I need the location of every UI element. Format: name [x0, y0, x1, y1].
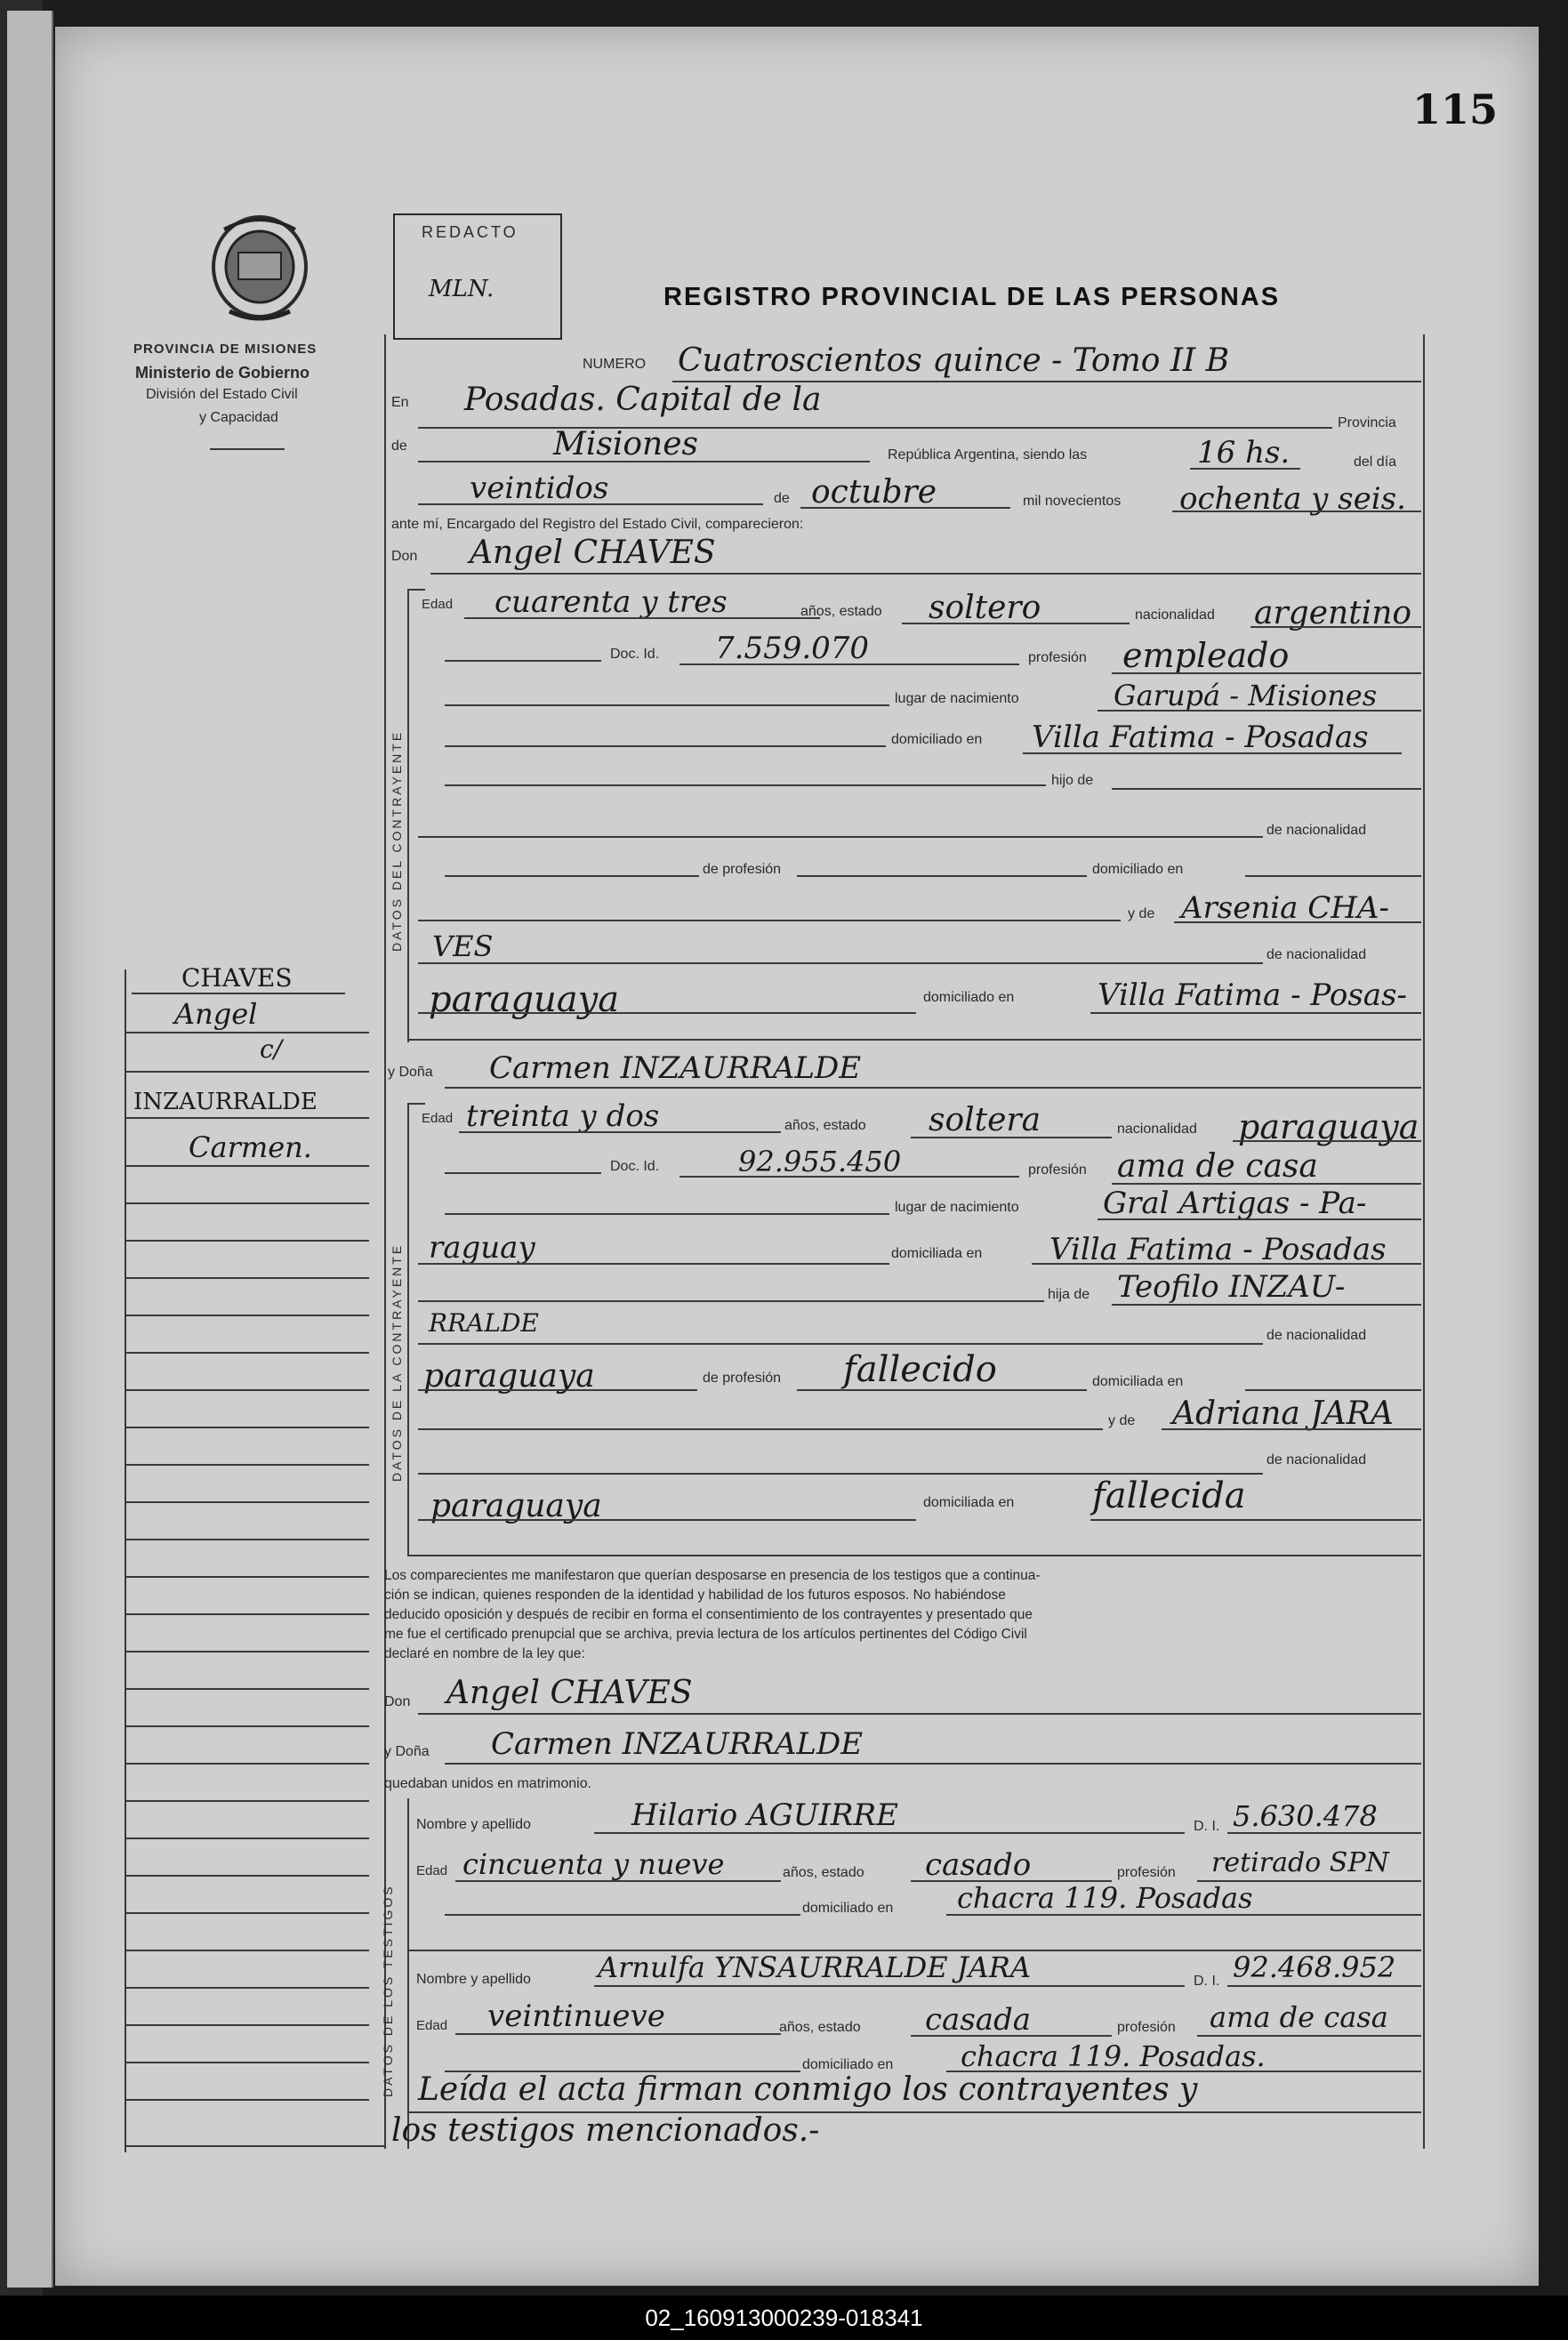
margin-bride-surname: INZAURRALDE	[133, 1089, 318, 1115]
groom-profesion-label: profesión	[1028, 650, 1087, 665]
provincia-label: Provincia	[1338, 415, 1396, 430]
bride-mother-dom-label: domiciliada en	[923, 1495, 1015, 1510]
groom-domicilio-label: domiciliado en	[891, 732, 983, 747]
t2-d-label: D. I.	[1194, 1974, 1220, 1989]
en-value: Posadas. Capital de la	[464, 382, 822, 418]
bride-mother-nac-value: paraguaya	[430, 1488, 602, 1524]
bride-lugar-value: Gral Artigas - Pa-	[1103, 1186, 1367, 1221]
bride-nacionalidad-value: paraguaya	[1238, 1107, 1419, 1146]
bride-estado-label: años, estado	[784, 1118, 866, 1133]
t2-estado-label: años, estado	[779, 2020, 861, 2035]
don-label: Don	[391, 549, 418, 564]
del-dia-label: del día	[1354, 454, 1397, 470]
margin-groom-surname: CHAVES	[181, 963, 293, 993]
closing-line-1: Leída el acta firman conmigo los contrayentes y	[418, 2071, 1198, 2108]
t2-dom-label: domiciliado en	[802, 2057, 894, 2072]
t2-nombre-value: Arnulfa YNSAURRALDE JARA	[598, 1950, 1031, 1984]
declaration-line-2: ción se indican, quienes responden de la identidad y habilidad de los futuros esposos. No habiéndose	[384, 1588, 1006, 1603]
groom-domicilio-value: Villa Fatima - Posadas	[1032, 720, 1369, 755]
bride-father-name: Teofilo INZAU-	[1117, 1269, 1346, 1305]
t2-d-value: 92.468.952	[1233, 1950, 1396, 1984]
en-label: En	[391, 395, 409, 410]
groom-mother-name: Arsenia CHA-	[1181, 890, 1389, 926]
groom-hijo-label: hijo de	[1051, 773, 1094, 788]
institution-line-3: División del Estado Civil	[146, 387, 298, 402]
bride-father-name-cont: RRALDE	[429, 1308, 539, 1338]
t1-edad-label: Edad	[416, 1863, 448, 1878]
bride-edad-value: treinta y dos	[466, 1098, 660, 1134]
margin-conj: c/	[260, 1034, 283, 1064]
t1-nombre-label: Nombre y apellido	[416, 1817, 531, 1832]
bride-father-dom-label: domiciliada en	[1092, 1374, 1184, 1389]
groom-mother-yde-label: y de	[1128, 906, 1155, 921]
bride-hija-label: hija de	[1048, 1287, 1090, 1302]
groom-mother-name-cont: VES	[432, 929, 494, 963]
anio-value: ochenta y seis.	[1179, 481, 1406, 517]
groom-lugar-value: Garupá - Misiones	[1114, 679, 1378, 712]
t2-nombre-label: Nombre y apellido	[416, 1972, 531, 1987]
margin-groom-name: Angel	[174, 997, 258, 1031]
bride-domicilio-value: Villa Fatima - Posadas	[1049, 1232, 1387, 1267]
institution-line-1: PROVINCIA DE MISIONES	[133, 342, 318, 357]
t1-profesion-value: retirado SPN	[1211, 1847, 1389, 1878]
bride-mother-nac-label: de nacionalidad	[1266, 1452, 1367, 1468]
ante-mi-text: ante mí, Encargado del Registro del Estado Civil, comparecieron:	[391, 517, 804, 532]
t1-dom-label: domiciliado en	[802, 1901, 894, 1916]
groom-lugar-label: lugar de nacimiento	[895, 691, 1019, 706]
t1-dom-value: chacra 119. Posadas	[957, 1881, 1253, 1915]
groom-edad-label: Edad	[422, 597, 454, 612]
provincia-value: Misiones	[553, 426, 699, 462]
closing-line-2: los testigos mencionados.-	[391, 2112, 820, 2149]
bride-father-prof-label: de profesión	[703, 1371, 782, 1386]
de-label: de	[391, 438, 407, 454]
t2-edad-value: veintinueve	[487, 1998, 665, 2034]
declaration-line-4: me fue el certificado prenupcial que se archiva, previa lectura de los artículos pertinentes del Código Civil	[384, 1627, 1027, 1642]
t1-d-label: D. I.	[1194, 1819, 1220, 1834]
t1-nombre-value: Hilario AGUIRRE	[631, 1797, 898, 1833]
decl-dona-label: y Doña	[384, 1744, 430, 1759]
groom-estado-label: años, estado	[800, 604, 882, 619]
bride-father-nac-label: de nacionalidad	[1266, 1328, 1367, 1343]
dona-label: y Doña	[388, 1065, 433, 1080]
bride-doc-value: 92.955.450	[738, 1145, 902, 1178]
groom-profesion-value: empleado	[1122, 636, 1290, 675]
bride-nacionalidad-label: nacionalidad	[1117, 1122, 1197, 1137]
t2-estado-value: casada	[925, 2002, 1032, 2038]
previous-page-edge	[7, 11, 53, 2288]
bride-mother-dom-value: fallecida	[1092, 1476, 1246, 1516]
bride-name: Carmen INZAURRALDE	[489, 1050, 862, 1086]
groom-mother-dom-label: domiciliado en	[923, 990, 1015, 1005]
numero-value: Cuatroscientos quince - Tomo II B	[678, 342, 1230, 379]
institution-line-2: Ministerio de Gobierno	[135, 364, 310, 382]
mes-value: octubre	[811, 474, 937, 511]
bride-mother-name: Adriana JARA	[1172, 1395, 1394, 1432]
groom-nacionalidad-value: argentino	[1254, 595, 1412, 631]
bride-estado-value: soltera	[929, 1102, 1041, 1138]
margin-bride-name: Carmen.	[189, 1130, 312, 1164]
t1-estado-label: años, estado	[783, 1865, 864, 1880]
groom-name: Angel CHAVES	[470, 535, 716, 571]
t2-dom-value: chacra 119. Posadas.	[961, 2039, 1266, 2073]
groom-father-dom-label: domiciliado en	[1092, 862, 1184, 877]
bride-mother-yde-label: y de	[1108, 1413, 1136, 1428]
document-id: 02_160913000239-018341	[645, 2304, 923, 2331]
t1-edad-value: cincuenta y nueve	[462, 1847, 725, 1881]
redacto-initials: MLN.	[429, 276, 495, 302]
t1-estado-value: casado	[925, 1847, 1032, 1883]
hora-value: 16 hs.	[1197, 435, 1291, 470]
groom-doc-label: Doc. Id.	[610, 647, 660, 662]
footer-bar	[0, 2296, 1568, 2340]
groom-father-nac-label: de nacionalidad	[1266, 823, 1367, 838]
dia-value: veintidos	[470, 470, 609, 506]
page-number: 115	[1412, 85, 1499, 133]
bride-doc-label: Doc. Id.	[610, 1159, 660, 1174]
t2-profesion-value: ama de casa	[1210, 2000, 1388, 2034]
t2-profesion-label: profesión	[1117, 2020, 1176, 2035]
groom-nacionalidad-label: nacionalidad	[1135, 607, 1215, 623]
republica-label: República Argentina, siendo las	[888, 447, 1088, 462]
quedaban-text: quedaban unidos en matrimonio.	[384, 1776, 592, 1791]
institution-line-4: y Capacidad	[199, 410, 278, 425]
t1-profesion-label: profesión	[1117, 1865, 1176, 1880]
bride-profesion-value: ama de casa	[1117, 1148, 1318, 1185]
declaration-line-3: deducido oposición y después de recibir en forma el consentimiento de los contrayentes y presentado que	[384, 1607, 1033, 1622]
groom-doc-value: 7.559.070	[715, 631, 870, 666]
groom-estado-value: soltero	[929, 590, 1041, 626]
groom-edad-value: cuarenta y tres	[495, 584, 728, 620]
decl-don-label: Don	[384, 1694, 411, 1709]
bride-father-nac-value: paraguaya	[423, 1358, 595, 1395]
de-mes-label: de	[774, 491, 790, 506]
redacto-label: REDACTO	[422, 223, 519, 241]
bride-profesion-label: profesión	[1028, 1162, 1087, 1178]
bride-lugar-value-cont: raguay	[429, 1230, 535, 1266]
document-title: REGISTRO PROVINCIAL DE LAS PERSONAS	[663, 283, 1281, 311]
groom-mother-nac-label: de nacionalidad	[1266, 947, 1367, 962]
bride-data-side-label: DATOS DE LA CONTRAYENTE	[390, 1242, 404, 1482]
t2-edad-label: Edad	[416, 2018, 448, 2033]
groom-mother-dom-value: Villa Fatima - Posas-	[1098, 977, 1407, 1013]
groom-father-prof-label: de profesión	[703, 862, 782, 877]
groom-mother-nac-value: paraguaya	[429, 979, 620, 1020]
declaration-line-1: Los comparecientes me manifestaron que querían desposarse en presencia de los testigos que a continua-	[384, 1568, 1041, 1583]
coat-of-arms-seal	[203, 212, 317, 327]
witnesses-side-label: DATOS DE LOS TESTIGOS	[381, 1884, 395, 2097]
bride-father-prof-value: fallecido	[843, 1349, 997, 1390]
mil-label: mil novecientos	[1023, 494, 1122, 509]
declaration-line-5: declaré en nombre de la ley que:	[384, 1646, 585, 1661]
numero-label: NUMERO	[583, 357, 647, 372]
decl-groom-name: Angel CHAVES	[446, 1675, 693, 1711]
bride-domicilio-label: domiciliada en	[891, 1246, 983, 1261]
bride-edad-label: Edad	[422, 1111, 454, 1126]
decl-bride-name: Carmen INZAURRALDE	[491, 1726, 864, 1762]
groom-data-side-label: DATOS DEL CONTRAYENTE	[390, 729, 404, 952]
t1-d-value: 5.630.478	[1233, 1799, 1378, 1833]
bride-lugar-label: lugar de nacimiento	[895, 1200, 1019, 1215]
